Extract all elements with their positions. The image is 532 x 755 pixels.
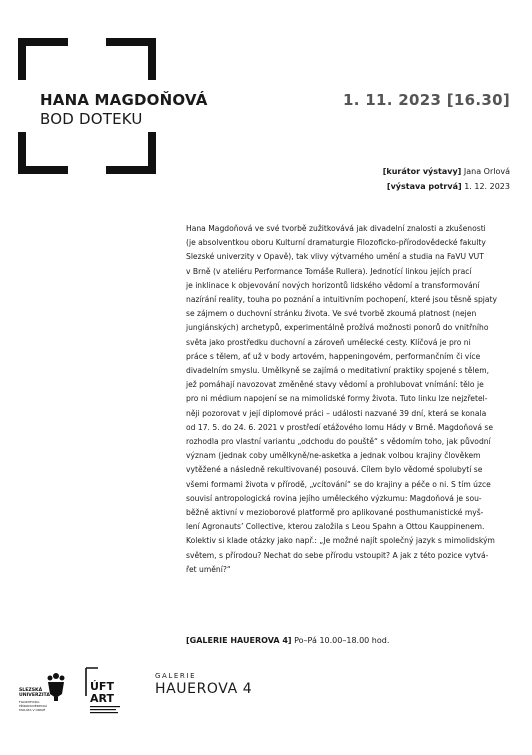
text-line: něji pozorovat v její diplomové práci – události nazvané 39 dní, která se konala [186, 408, 487, 418]
university-name-line: SLEZSKÁ [19, 688, 43, 693]
text-line: od 17. 5. do 24. 6. 2021 v prostředí etážového lomu Hády v Brně. Magdoňová se [186, 422, 494, 432]
runs-until-date: 1. 12. 2023 [464, 181, 510, 191]
text-line: světa jako prostředku duchovní a zároveň umělecké cesty. Klíčová je pro ni [186, 337, 471, 347]
text-line: Hana Magdoňová ve své tvorbě zužitkovává jak divadelní znalosti a zkušenosti [186, 224, 486, 233]
text-line: všemi formami života v přírodě, „vcítování“ se do krajiny a péče o ni. S tím úzce [186, 479, 491, 489]
text-line: řet umění?“ [186, 564, 231, 574]
text-line: (je absolventkou oboru Kulturní dramaturgie Filozoficko-přírodovědecké fakulty [186, 238, 486, 248]
text-line: rozhodla pro vlastní variantu „odchodu do pouště“ s vědomím toho, jak původní [186, 437, 491, 447]
text-line: Kolektiv si klade otázky jako např.: „Je možné najít společný jazyk s mimolidským [186, 536, 495, 546]
uft-label: ÚFT [90, 680, 114, 693]
curator-name: Jana Orlová [463, 167, 510, 176]
text-line: je inklinace k objevování nových horizontů lidského vědomí a transformování [186, 280, 480, 290]
credits [383, 165, 510, 194]
text-line: světem, s přírodou? Nechat do sebe přírodu vstoupit? A jak z této pozice vytvá- [186, 550, 489, 560]
uft-art-logo [84, 666, 136, 722]
text-line: jungiánských) archetypů, experimentálně prožívá možnosti ponorů do vnitřního [186, 323, 489, 333]
uft-art-mark-icon [84, 666, 136, 722]
frame-corner-top-right-v [148, 38, 156, 80]
text-line: jež pomáhají navozovat změněné stavy vědomí a prohlubovat vnímání: tělo je [186, 380, 484, 390]
text-line: souvisí antropologická rovina jejího uměleckého výzkumu: Magdoňová je sou- [186, 493, 482, 503]
text-line: vytěžené a následně rekultivované) posouvá. Cílem bylo vědomé spolubytí se [186, 465, 483, 475]
text-line: lení Agronauts’ Collective, kterou založila s Leou Spahn a Ottou Kauppinenem. [186, 522, 485, 532]
text-line: divadelním smyslu. Umělkyně se zajímá o meditativní praktiky spojené s tělem, [186, 366, 490, 376]
frame-corner-bottom-right-v [148, 132, 156, 174]
gallery-logo-name: HAUEROVA 4 [155, 681, 253, 697]
venue-hours [186, 636, 389, 645]
opening-hours: Po–Pá 10.00–18.00 hod. [294, 636, 390, 645]
text-line: se zájmem o duchovní stránku života. Ve své tvorbě zkoumá platnost (nejen [186, 309, 477, 319]
faculty-name-line: PŘÍRODOVĚDECKÁ [19, 704, 48, 708]
curator-line [383, 165, 510, 180]
exhibition-title: BOD DOTEKU [40, 110, 143, 128]
faculty-name-line: FILOZOFICKO- [19, 700, 40, 704]
curator-label: [kurátor výstavy] [382, 167, 462, 176]
venue-label: [GALERIE HAUEROVA 4] [186, 636, 292, 645]
eagle-emblem-icon [18, 666, 70, 726]
text-line: v Brně (v ateliéru Performance Tomáše Rullera). Jednotící linkou jejích prací [186, 266, 472, 276]
exhibition-description [186, 222, 508, 577]
text-line: pro ni médium napojení se na mimolidské formy života. Tuto linku lze nejzřetel- [186, 394, 488, 404]
text-line: nazírání reality, touha po poznání a intuitivním pochopení, které jsou těsně spjaty [186, 295, 498, 305]
runs-until-label: [výstava potrvá] [386, 181, 462, 191]
text-line: práce s tělem, ať už v body artovém, happeningovém, performančním či více [186, 351, 481, 361]
university-name-line: UNIVERZITA [19, 693, 50, 698]
frame-corner-bottom-left-v [18, 132, 26, 174]
gallery-logo [155, 672, 252, 697]
text-line: Slezské univerzity v Opavě), tak vlivy výtvarného umění a studia na FaVU VUT [186, 252, 484, 262]
art-label: ART [90, 692, 114, 705]
frame-corner-top-left-v [18, 38, 26, 80]
runs-until-line [383, 180, 510, 195]
artist-name: HANA MAGDOŇOVÁ [40, 91, 208, 109]
opening-date: 1. 11. 2023 [16.30] [343, 91, 510, 109]
text-line: význam (jednak coby umělkyně/ne-asketka a jednak volbou krajiny člověkem [186, 451, 481, 461]
gallery-logo-small: GALERIE [155, 672, 197, 680]
text-line: běžně aktivní v mezioborové platformě pro aplikované posthumanistické myš- [186, 508, 484, 518]
faculty-name-line: FAKULTA V OPAVĚ [19, 708, 46, 712]
university-logo [18, 666, 70, 726]
